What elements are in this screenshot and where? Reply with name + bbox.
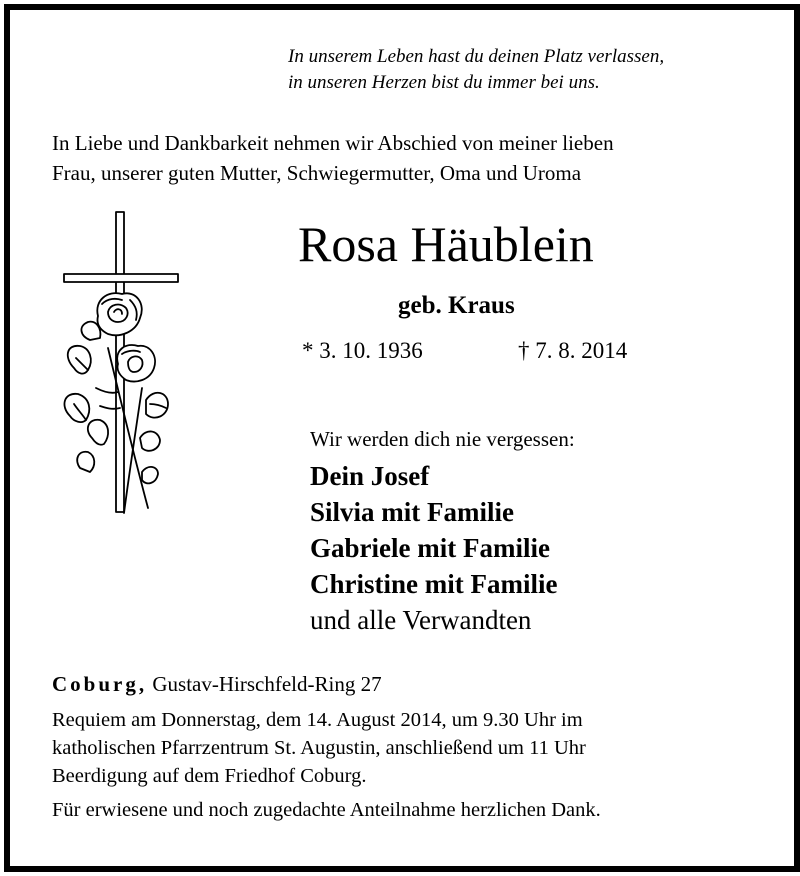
death-date: † 7. 8. 2014 xyxy=(518,338,628,363)
mourner-name: Christine mit Familie xyxy=(310,569,558,599)
motto-line-1: In unserem Leben hast du deinen Platz verlassen, xyxy=(288,46,665,67)
intro-line-2: Frau, unserer guten Mutter, Schwiegermutter, Oma und Uroma xyxy=(52,161,582,185)
intro-line-1: In Liebe und Dankbarkeit nehmen wir Abschied von meiner lieben xyxy=(52,131,614,155)
address-city: Coburg, xyxy=(52,672,148,696)
requiem-line-1: Requiem am Donnerstag, dem 14. August 2014, um 9.30 Uhr im xyxy=(52,709,583,731)
cross-with-roses-icon xyxy=(50,208,185,528)
motto-verse xyxy=(288,44,664,96)
intro-text xyxy=(52,128,614,188)
thanks-text: Für erwiesene und noch zugedachte Anteilnahme herzlichen Dank. xyxy=(52,799,601,821)
requiem-line-3: Beerdigung auf dem Friedhof Coburg. xyxy=(52,765,367,787)
mourners-intro: Wir werden dich nie vergessen: xyxy=(310,427,575,451)
mourner-name: Gabriele mit Familie xyxy=(310,533,550,563)
deceased-name: Rosa Häublein xyxy=(298,216,594,272)
mourners-closing: und alle Verwandten xyxy=(310,605,532,635)
motto-line-2: in unseren Herzen bist du immer bei uns. xyxy=(288,72,600,93)
mourner-name: Silvia mit Familie xyxy=(310,497,514,527)
maiden-name: geb. Kraus xyxy=(398,292,515,319)
birth-date: * 3. 10. 1936 xyxy=(302,338,423,363)
mourners-list xyxy=(310,458,557,638)
address-line xyxy=(52,670,382,698)
address-street: Gustav-Hirschfeld-Ring 27 xyxy=(152,672,382,696)
requiem-text xyxy=(52,706,586,790)
mourner-name: Dein Josef xyxy=(310,461,430,491)
requiem-line-2: katholischen Pfarrzentrum St. Augustin, anschließend um 11 Uhr xyxy=(52,737,586,759)
